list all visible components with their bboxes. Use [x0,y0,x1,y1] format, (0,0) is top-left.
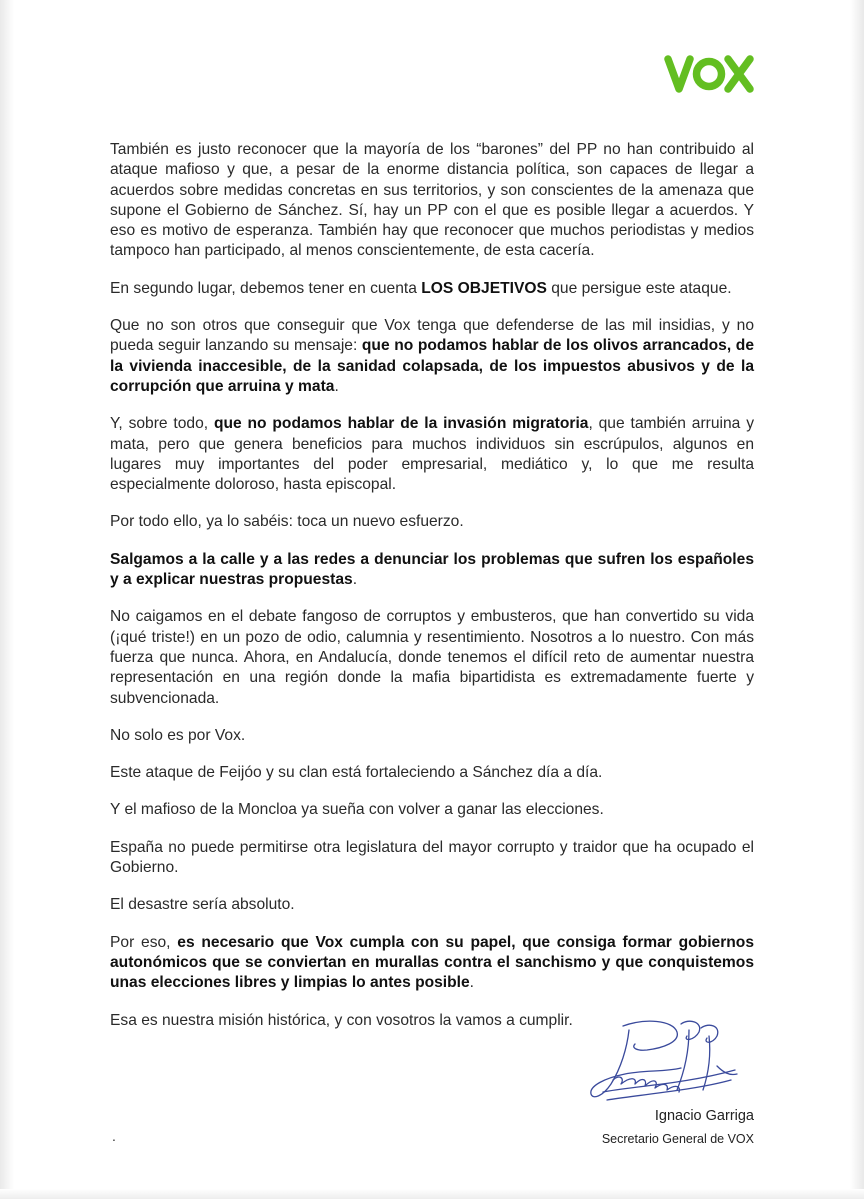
letter-paragraph [110,512,754,532]
paragraph-text: Y el mafioso de la Moncloa ya sueña con volver a ganar las elecciones. [110,801,604,819]
vox-logo [664,52,756,96]
paragraph-text: Y, sobre todo, [110,415,214,433]
emphasized-text: Salgamos a la calle y a las redes a denunciar los problemas que sufren los españoles y a explicar nuestras propuestas [110,550,754,589]
paragraph-text: . [352,571,358,589]
letter-paragraph [110,838,754,879]
paragraph-text: Que no son otros que conseguir que Vox tenga que defenderse de las mil insidias, y no pueda seguir lanzando su mensaje: [110,317,754,355]
footer-mark: . [112,1128,116,1144]
letter-paragraph [110,726,754,746]
letter-paragraph [110,140,754,262]
letter-paragraph [110,763,754,783]
paragraph-text: El desastre sería absoluto. [110,896,295,914]
paragraph-text: No solo es por Vox. [110,726,246,744]
signatory-name: Ignacio Garriga [654,1108,754,1124]
paragraph-text: También es justo reconocer que la mayoría de los “barones” del PP no han contribuido al ataque mafioso y que, a pesar de la enorme distancia política, son capaces de llegar a acuerdos sobre medidas concretas en sus territorios, y son conscientes de la amenaza que supone el Gobierno de Sánchez. Sí, hay un PP con el que es posible llegar a acuerdos. Y eso es motivo de esperanza. También hay que reconocer que muchos periodistas y medios tampoco han participado, al menos conscientemente, de esta cacería. [110,141,754,260]
paragraph-text: que persigue este ataque. [546,279,732,297]
emphasized-text: es necesario que Vox cumpla con su papel, que consiga formar gobiernos autonómicos que se conviertan en murallas contra el sanchismo y que conquistemos unas elecciones libres y limpias lo antes posible [110,933,755,992]
letter-paragraph [110,607,754,708]
emphasized-text: que no podamos hablar de la invasión migratoria [213,415,589,433]
emphasized-text: que no podamos hablar de los olivos arrancados, de la vivienda inaccesible, de la sanidad colapsada, de los impuestos abusivos y de la corrupción que arruina y mata [110,337,754,395]
page-edge-bottom [0,1189,864,1199]
letter-paragraph [110,800,754,820]
paragraph-text: . [469,974,475,992]
letter-paragraph [110,933,754,994]
page-edge-left [0,0,14,1199]
letter-paragraph [110,550,754,591]
handwritten-signature [585,1014,745,1106]
paragraph-text: , que también arruina y mata, pero que genera beneficios para muchos individuos sin escrúpulos, algunos en lugares muy importantes del poder empresarial, mediático y, lo que me resulta especialmente doloroso, hasta episcopal. [110,415,754,494]
letter-paragraph [110,316,754,397]
paragraph-text: Esa es nuestra misión histórica, y con vosotros la vamos a cumplir. [110,1011,573,1029]
paragraph-text: Por todo ello, ya lo sabéis: toca un nuevo esfuerzo. [110,513,464,531]
letter-body [110,140,754,1048]
paragraph-text: . [334,377,339,395]
letter-paragraph [110,279,754,299]
paragraph-text: Por eso, [110,933,178,951]
emphasized-text: LOS OBJETIVOS [421,279,547,297]
signatory-role: Secretario General de VOX [601,1132,754,1146]
paragraph-text: En segundo lugar, debemos tener en cuenta [110,279,422,297]
letter-paragraph [110,895,754,915]
paragraph-text: Este ataque de Feijóo y su clan está fortaleciendo a Sánchez día a día. [110,764,603,782]
paragraph-text: España no puede permitirse otra legislatura del mayor corrupto y traidor que ha ocupado el Gobierno. [110,838,754,877]
page-edge-right [850,0,864,1199]
paragraph-text: No caigamos en el debate fangoso de corruptos y embusteros, que han convertido su vida (¡qué triste!) en un pozo de odio, calumnia y resentimiento. Nosotros a lo nuestro. Con más fuerza que nunca. Ahora, en Andalucía, donde tenemos el difícil reto de aumentar nuestra representación en una región donde la mafia bipartidista es extremadamente fuerte y subvencionada. [110,608,754,707]
letter-paragraph [110,414,754,495]
